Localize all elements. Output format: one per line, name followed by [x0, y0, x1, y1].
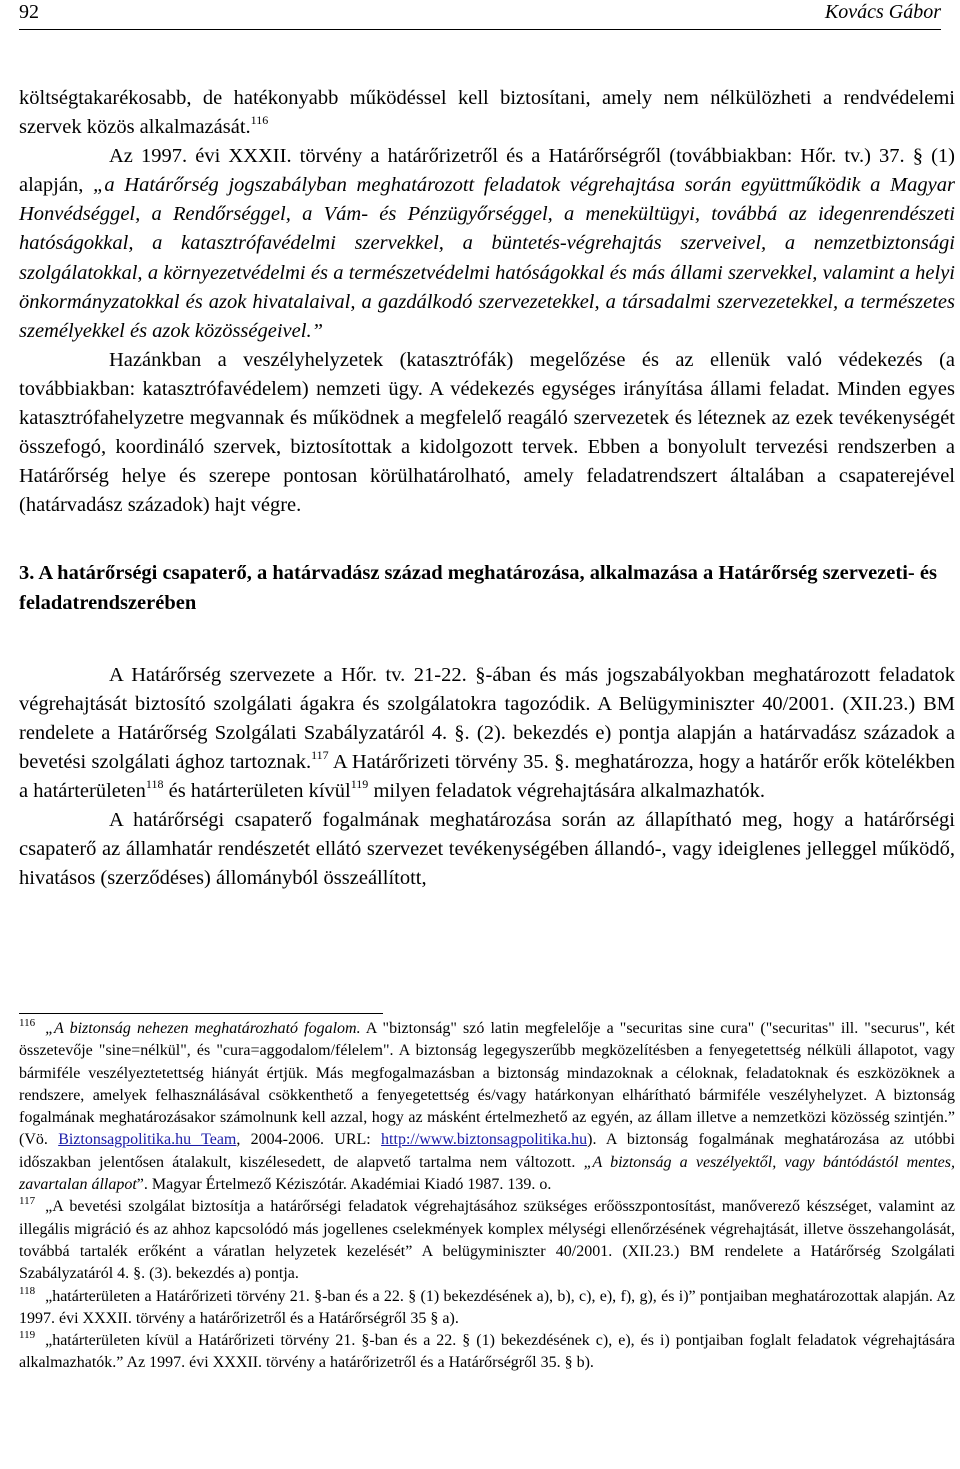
- paragraph-1: [19, 84, 955, 142]
- paragraph-4-c: és határterületen kívül: [163, 779, 351, 802]
- footnote-118: [19, 1286, 955, 1331]
- running-author: Kovács Gábor: [824, 1, 941, 23]
- footnote-116-quote: „A biztonság nehezen meghatározható fogalom.: [45, 1020, 361, 1037]
- paragraph-4-d: milyen feladatok végrehajtására alkalmazhatók.: [368, 779, 766, 802]
- section-heading: 3. A határőrségi csapaterő, a határvadász század meghatározása, alkalmazása a Határőrség szervezeti- és feladatrendszerében: [19, 562, 937, 614]
- footnote-116-text-c: ). A biztonság fogalmának meghatározása az utóbbi időszakban jelentősen átalakult, kiszélesedett, de alapvető tartalma nem változott.: [19, 1131, 955, 1171]
- paragraph-4: [19, 661, 955, 806]
- paragraph-2-intro: Az 1997. évi XXXII. törvény a határőrizetről és a Határőrségről (továbbiakban: Hőr. tv.) 37. § (1) alapján,: [19, 145, 955, 197]
- paragraph-3: Hazánkban a veszélyhelyzetek (katasztrófák) megelőzése és az ellenük való védekezés (a továbbiakban: katasztrófavédelem) nemzeti ügy. A védekezés egységes irányítása állami feladat. Minden egyes katasztrófahelyzetre megvannak és működnek a megfelelő reagáló szervezetek és léteznek az ezek tevékenységét összefogó, koordináló szervek, biztosítottak a kidolgozott tervek. Ebben a bonyolult tervezési rendszerben a Határőrség helye és szerepe pontosan körülhatárolható, amely feladatrendszert általában a csapaterejével (határvadász századok) hajt végre.: [19, 348, 955, 517]
- footnote-separator: [19, 1013, 383, 1014]
- paragraph-1-text: költségtakarékosabb, de hatékonyabb működéssel kell biztosítani, amely nem nélkülözheti a rendvédelemi szervek közös alkalmazását.: [19, 87, 955, 139]
- footnote-ref-117: 117: [311, 747, 329, 762]
- paragraph-5: A határőrségi csapaterő fogalmának meghatározása során az állapítható meg, hogy a határőrségi csapaterő az államhatár rendészetét ellátó szervezet tevékenységében állandó-, vagy ideiglenes jelleggel működő, hivatásos (szerződéses) állományból összeállított,: [19, 809, 955, 890]
- footnotes: [19, 1018, 955, 1375]
- page-number: 92: [19, 1, 39, 23]
- footnote-116: [19, 1018, 955, 1196]
- biztonsagpolitika-team-link[interactable]: Biztonsagpolitika.hu Team: [58, 1131, 237, 1149]
- paragraph-2: [19, 142, 955, 346]
- footnote-117: [19, 1196, 955, 1285]
- footnote-number: 117: [19, 1195, 36, 1208]
- footnote-118-text: „határterületen a Határőrizeti törvény 21. §-ban és a 22. § (1) bekezdésének a), b), c), e), f), g), és i)” pontjaiban meghatározottak alapján. Az 1997. évi XXXII. törvény a határőrizetről és a Határőrségről 35 § a).: [19, 1287, 955, 1327]
- footnote-number: 118: [19, 1284, 36, 1297]
- footnote-ref-119: 119: [350, 776, 369, 791]
- footnote-ref-118: 118: [145, 776, 164, 791]
- paragraph-4-a: A Határőrség szervezete a Hőr. tv. 21-22. §-ában és más jogszabályokban meghatározott feladatok végrehajtását biztosító szolgálati ágakra és szolgálatokra tagozódik. A Belügyminiszter 40/2001. (XII.23.) BM rendelete a Határőrség Szolgálati Szabályzatáról 4. §. (2). bekezdés e) pontja alapján a határvadász századok a bevetési szolgálati ághoz tartoznak.: [19, 663, 955, 773]
- footnote-117-text: „A bevetési szolgálat biztosítja a határőrségi feladatok végrehajtásához szükséges erőösszpontosítást, manőverező készséget, valamint az illegális migráció és az ahhoz kapcsolódó más jogellenes cselekmények komplex mélységi ellenőrzésének végrehajtását, illetve összehangolását, továbbá tartalék erőként a váratlan helyzetek kezelését” A belügyminiszter 40/2001. (XII.23.) BM rendelete a Határőrség Szolgálati Szabályzatáról 4. §. (3). bekezdés a) pontja.: [19, 1198, 955, 1283]
- footnote-number: 119: [19, 1329, 36, 1342]
- footnote-116-text-b: , 2004-2006. URL:: [236, 1131, 382, 1149]
- footnote-number: 116: [19, 1017, 36, 1029]
- footnote-119: [19, 1330, 955, 1375]
- footnote-116-text-d: ”. Magyar Értelmező Kéziszótár. Akadémiai Kiadó 1987. 139. o.: [136, 1176, 552, 1194]
- footnote-119-text: „határterületen kívül a Határőrizeti törvény 21. §-ban és a 22. § (1) bekezdésének c), e), és i) pontjaiban foglalt feladatok végrehajtására alkalmazhatók.” Az 1997. évi XXXII. törvény a határőrizetről és a Határőrségről 35. § b).: [19, 1332, 955, 1372]
- biztonsagpolitika-url-link[interactable]: http://www.biztonsagpolitika.hu: [381, 1131, 588, 1149]
- paragraph-2-quote: „a Határőrség jogszabályban meghatározott feladatok végrehajtása során együttműködik a Magyar Honvédséggel, a Rendőrséggel, a Vám- és Pénzügyőrséggel, a menekültügyi, továbbá az idegenrendészeti hatóságokkal, a katasztrófavédelmi szervekkel, a büntetés-végrehajtás szerveivel, a nemzetbiztonsági szolgálatokkal, a környezetvédelmi és a természetvédelmi hatóságokkal és más állami szervekkel, valamint a helyi önkormányzatokkal és azok hivatalaival, a gazdálkodó szervezetekkel, a társadalmi szervezetekkel, a természetes személyekkel és azok közösségeivel.”: [19, 174, 955, 342]
- footnote-116-text-a: A "biztonság" szó latin megfelelője a "securitas sine cura" ("securitas" ill. "securus", két összetevője "sine=nélkül", és "cura=aggodalom/félelem". A biztonság legegyszerűbb megközelítésben a fenyegetettség nélküli állapotot, vagy bármiféle veszélyeztetettség hiányát értjük. Más megfogalmazásban a biztonság mindazoknak a céloknak, feladatoknak és eszközöknek a rendszere, amelyek felhasználásával csökkenthető a fenyegetettség és/vagy határkonyan elhárítható bármiféle veszélyhelyzet. A biztonság fogalmának meghatározásakor számolnunk kell azzal, hogy az másként értelmezhető az egyén, az állam illetve a nemzetközi közösség szintjén.” (Vö.: [19, 1020, 955, 1149]
- main-text: [19, 84, 955, 893]
- paragraph-4-b: A Határőrizeti törvény 35. §. meghatározza, hogy a határőr erők kötelékben a határterületen: [19, 750, 955, 802]
- footnote-ref-116: 116: [250, 113, 269, 128]
- footnote-116-definition: „A biztonság a veszélyektől, vagy bántódástól mentes, zavartalan állapot: [19, 1153, 955, 1194]
- page-header: [19, 0, 941, 30]
